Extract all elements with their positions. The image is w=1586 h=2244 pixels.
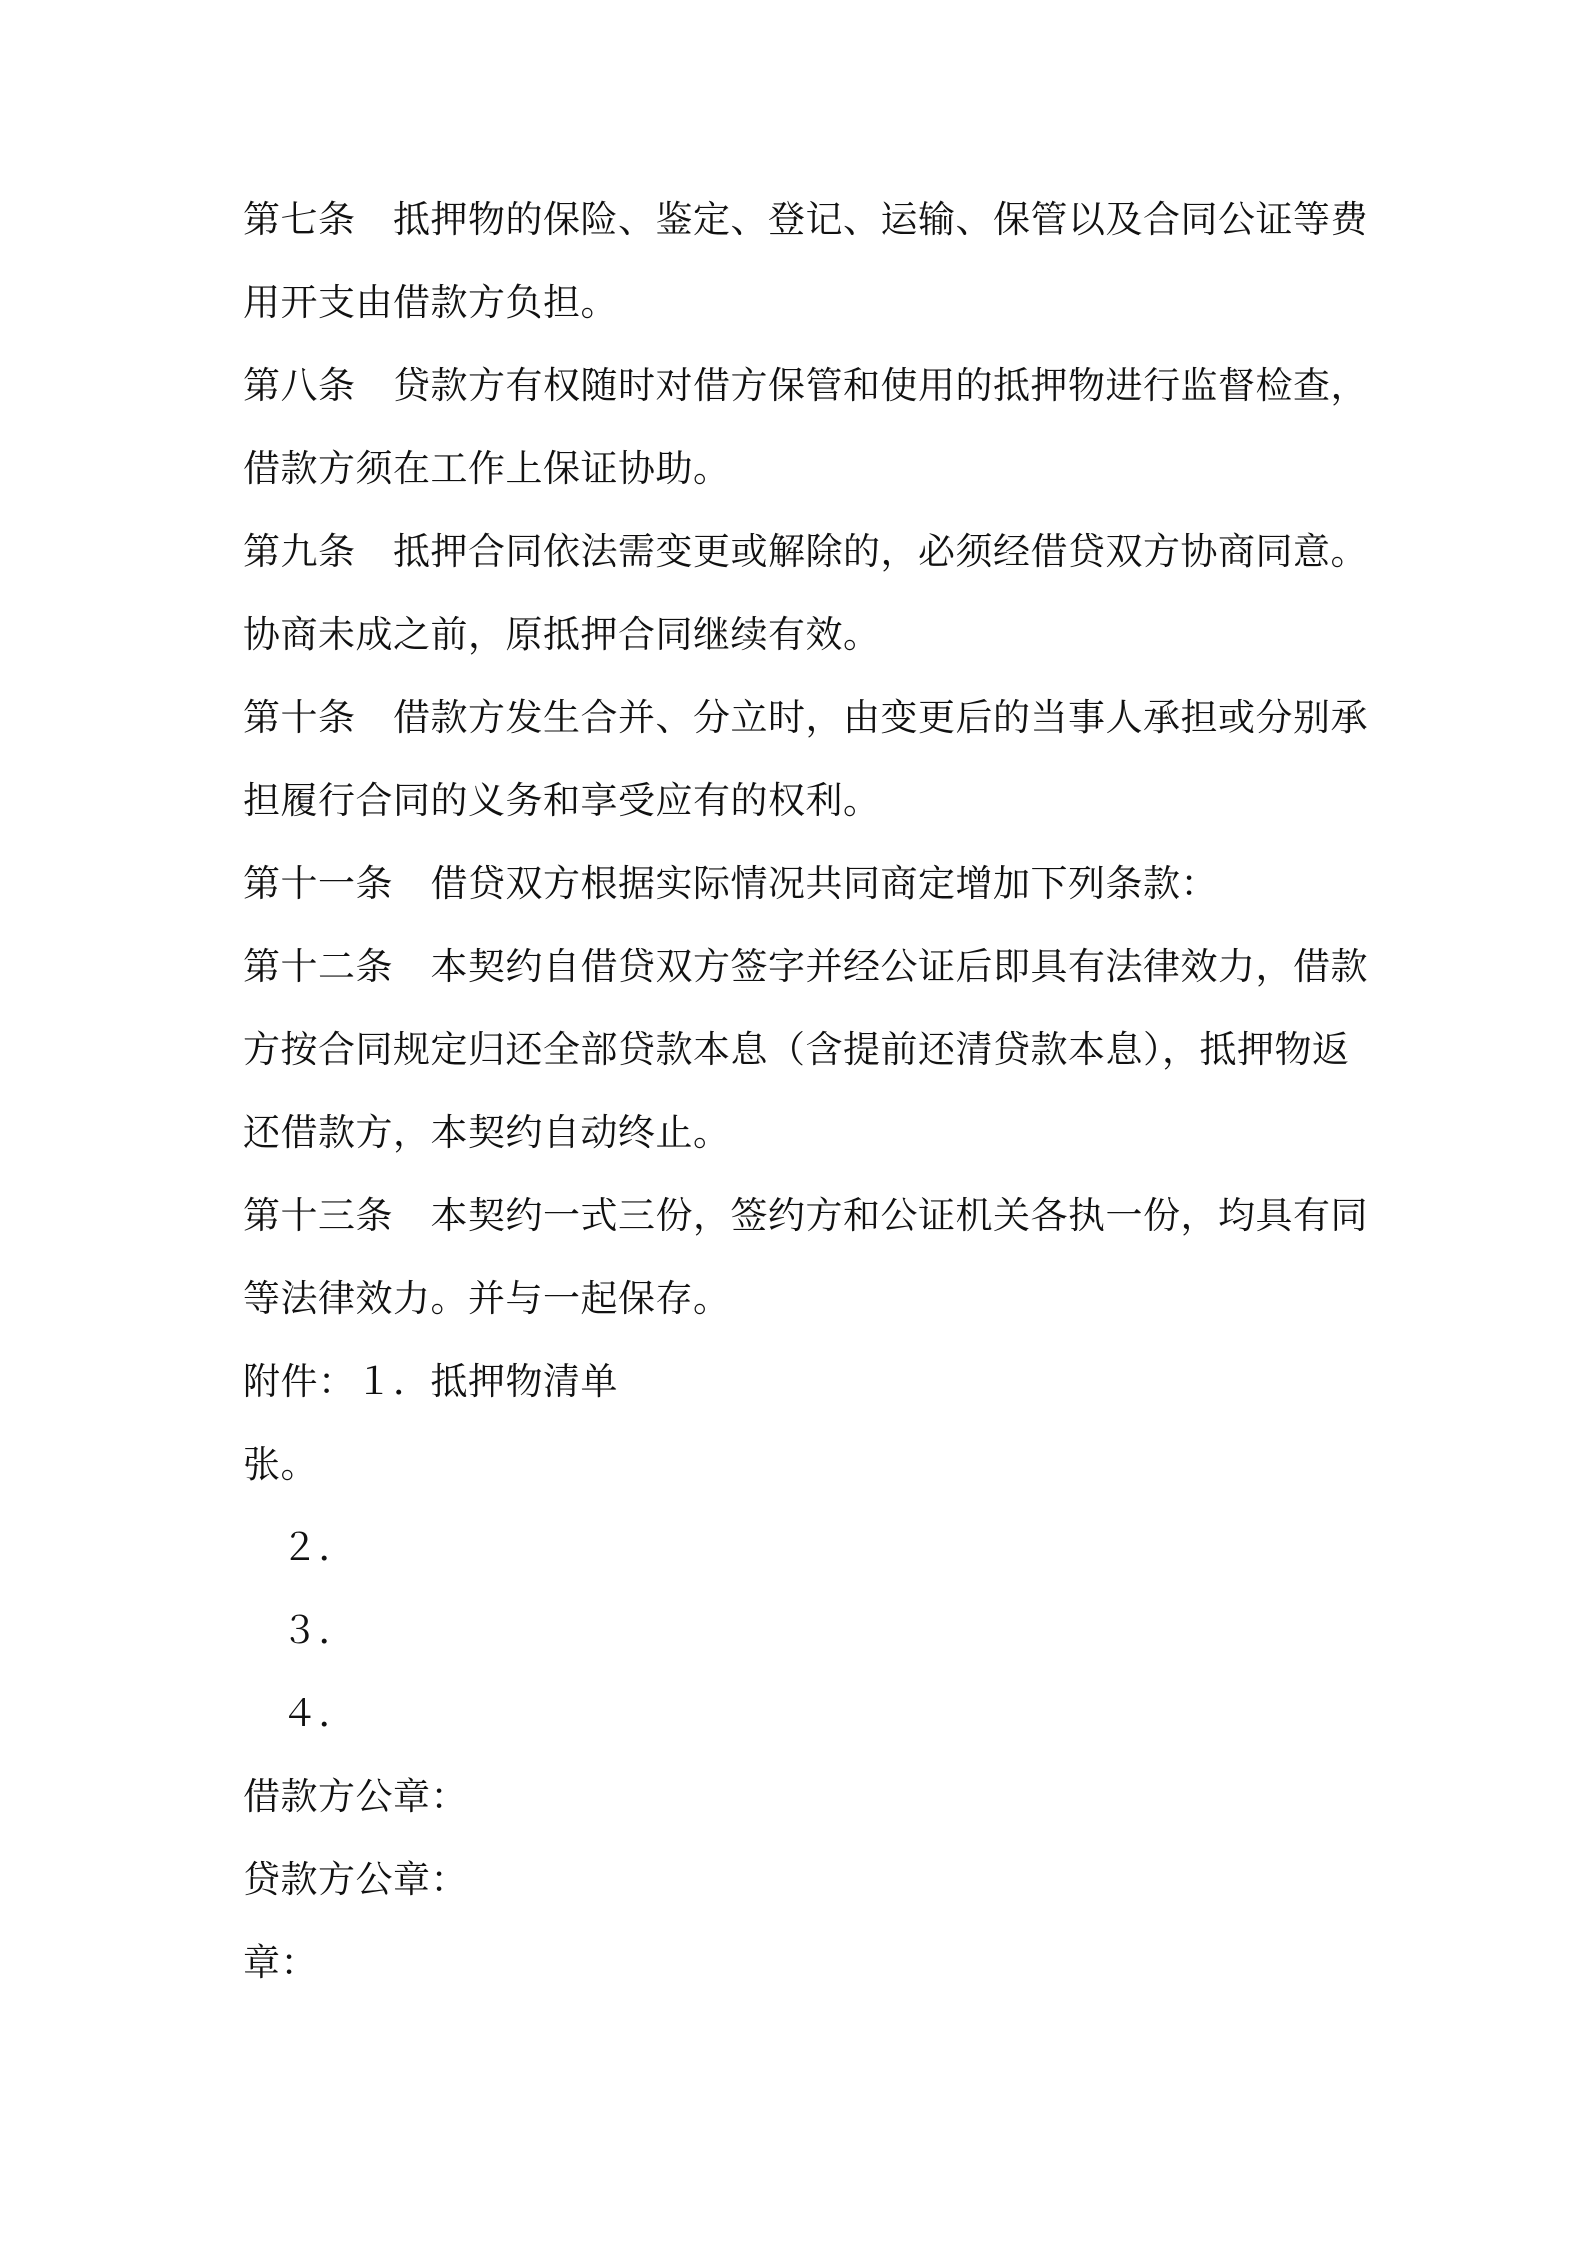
article-13-line-2: 等法律效力。并与一起保存。 <box>243 1277 731 1320</box>
borrower-seal-line: 借款方公章： <box>243 1775 468 1818</box>
article-12-line-3: 还借款方，本契约自动终止。 <box>243 1111 731 1154</box>
article-12-line-1: 第十二条 本契约自借贷双方签字并经公证后即具有法律效力，借款 <box>243 945 1368 988</box>
article-7-line-2: 用开支由借款方负担。 <box>243 281 618 324</box>
attachment-line-2: 张。 <box>243 1443 318 1486</box>
attachment-item-2: ２． <box>281 1526 356 1569</box>
article-9-line-1: 第九条 抵押合同依法需变更或解除的，必须经借贷双方协商同意。 <box>243 530 1368 573</box>
article-11-line-1: 第十一条 借贷双方根据实际情况共同商定增加下列条款： <box>243 862 1218 905</box>
article-10-line-2: 担履行合同的义务和享受应有的权利。 <box>243 779 881 822</box>
attachment-item-3: ３． <box>281 1609 356 1652</box>
article-13-line-1: 第十三条 本契约一式三份，签约方和公证机关各执一份，均具有同 <box>243 1194 1368 1237</box>
seal-line: 章： <box>243 1941 318 1984</box>
article-7-line-1: 第七条 抵押物的保险、鉴定、登记、运输、保管以及合同公证等费 <box>243 198 1368 241</box>
article-9-line-2: 协商未成之前，原抵押合同继续有效。 <box>243 613 881 656</box>
attachment-line-1: 附件：１．抵押物清单 <box>243 1360 618 1403</box>
article-12-line-2: 方按合同规定归还全部贷款本息（含提前还清贷款本息），抵押物返 <box>243 1028 1350 1071</box>
article-10-line-1: 第十条 借款方发生合并、分立时，由变更后的当事人承担或分别承 <box>243 696 1368 739</box>
article-8-line-1: 第八条 贷款方有权随时对借方保管和使用的抵押物进行监督检查， <box>243 364 1368 407</box>
lender-seal-line: 贷款方公章： <box>243 1858 468 1901</box>
article-8-line-2: 借款方须在工作上保证协助。 <box>243 447 731 490</box>
attachment-item-4: ４． <box>281 1692 356 1735</box>
